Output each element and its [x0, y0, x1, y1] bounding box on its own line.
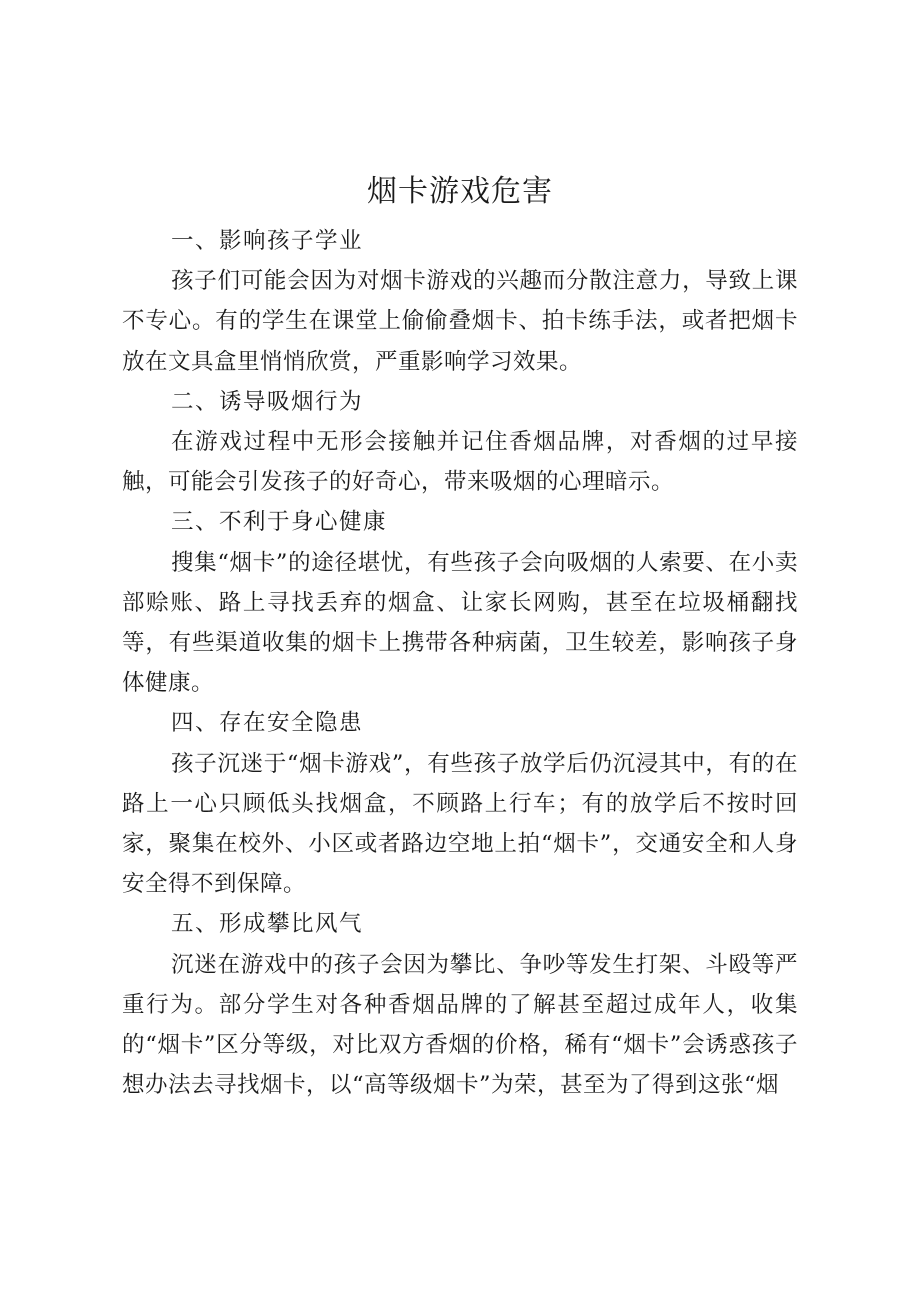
document-body — [122, 221, 798, 1105]
section-heading-2: 二、诱导吸烟行为 — [171, 388, 364, 415]
section-paragraph-2: 在游戏过程中无形会接触并记住香烟品牌，对香烟的过早接触，可能会引发孩子的好奇心，带来吸烟的心理暗示。 — [122, 429, 798, 496]
section-heading-1: 一、影响孩子学业 — [171, 228, 364, 254]
section-heading-5: 五、形成攀比风气 — [171, 911, 364, 938]
section-paragraph-5: 沉迷在游戏中的孩子会因为攀比、争吵等发生打架、斗殴等严重行为。部分学生对各种香烟品牌的了解甚至超过成年人，收集的“烟卡”区分等级，对比双方香烟的价格，稀有“烟卡”会诱惑孩子想办法去寻找烟卡，以“高等级烟卡”为荣，甚至为了得到这张“烟 — [122, 951, 798, 1099]
section-paragraph-3: 搜集“烟卡”的途径堪忧，有些孩子会向吸烟的人索要、在小卖部赊账、路上寻找丢弃的烟盒、让家长网购，甚至在垃圾桶翻找等，有些渠道收集的烟卡上携带各种病菌，卫生较差，影响孩子身体健康。 — [122, 549, 798, 697]
section-heading-4: 四、存在安全隐患 — [171, 710, 364, 737]
section-paragraph-1: 孩子们可能会因为对烟卡游戏的兴趣而分散注意力，导致上课不专心。有的学生在课堂上偷偷叠烟卡、拍卡练手法，或者把烟卡放在文具盒里悄悄欣赏，严重影响学习效果。 — [122, 268, 798, 375]
section-paragraph-4: 孩子沉迷于“烟卡游戏”，有些孩子放学后仍沉浸其中，有的在路上一心只顾低头找烟盒，不顾路上行车；有的放学后不按时回家，聚集在校外、小区或者路边空地上拍“烟卡”，交通安全和人身安全得不到保障。 — [122, 750, 798, 898]
section-heading-3: 三、不利于身心健康 — [171, 509, 388, 536]
document-title: 烟卡游戏危害 — [367, 174, 553, 209]
